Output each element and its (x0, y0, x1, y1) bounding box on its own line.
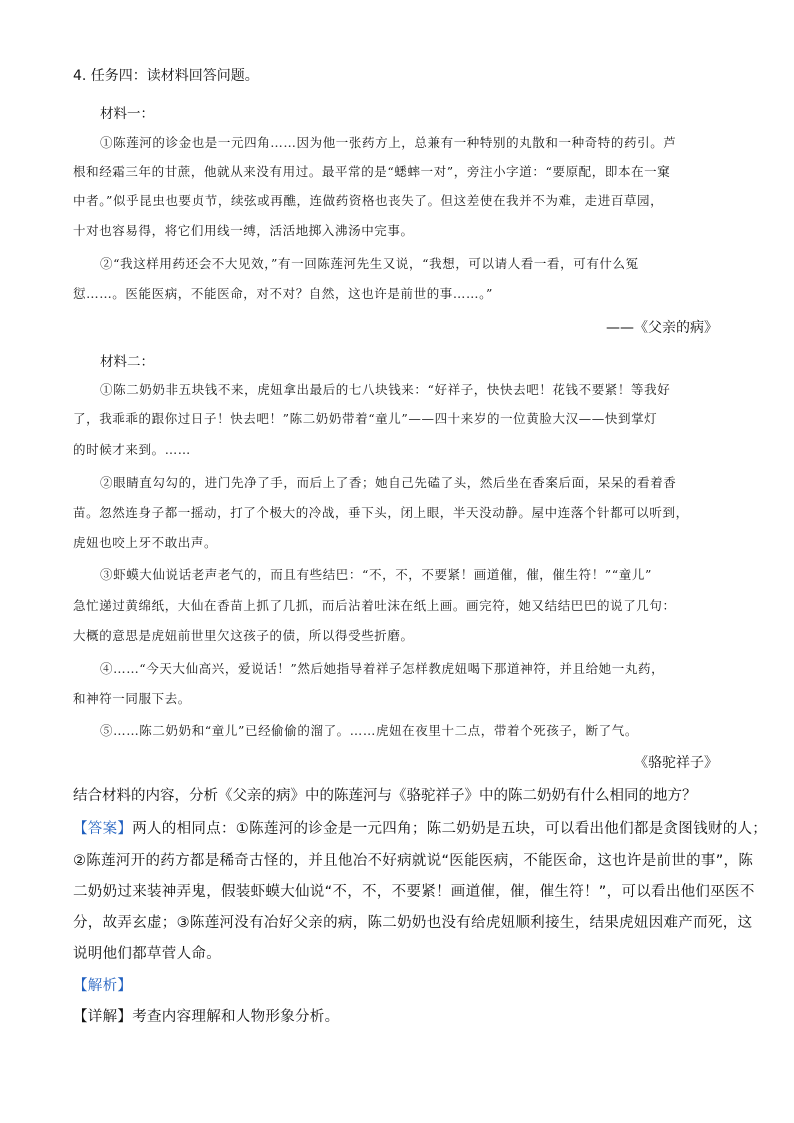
material2-line: ④……“今天大仙高兴，爱说话！”然后她指导着祥子怎样教虎妞喝下那道神符，并且给她一丸药， (100, 661, 665, 676)
answer-line: 二奶奶过来装神弄鬼，假装虾蟆大仙说“不，不，不要紧！画道催，催，催生符！”，可以看出他们巫医不 (73, 884, 755, 900)
question-prompt: 结合材料的内容，分析《父亲的病》中的陈莲河与《骆驼祥子》中的陈二奶奶有什么相同的地方？ (73, 788, 697, 804)
answer-line: 分，故弄玄虚；③陈莲河没有冶好父亲的病，陈二奶奶也没有给虎妞顺利接生，结果虎妞因难产而死，这 (73, 915, 753, 931)
material2-source: 《骆驼祥子》 (634, 755, 718, 771)
material1-line: 愆……。医能医病，不能医命，对不对？自然，这也许是前世的事……。” (73, 286, 493, 301)
material1-line: ②“我这样用药还会不大见效，”有一回陈莲河先生又说，“我想，可以请人看一看，可有什么冤 (100, 256, 639, 271)
material2-line: ③虾蟆大仙说话老声老气的，而且有些结巴：“不，不，不要紧！画道催，催，催生符！”“童儿” (100, 567, 652, 582)
material1-line: 中者。”似乎昆虫也要贞节，续弦或再醮，连做药资格也丧失了。但这差使在我并不为难，走进百草园， (73, 193, 664, 208)
material1-source: ——《父亲的病》 (606, 320, 718, 336)
answer-first-line (73, 817, 767, 838)
question-title: 4. 任务四：读材料回答问题。 (73, 68, 259, 84)
material2-line: ①陈二奶奶非五块钱不来，虎妞拿出最后的七八块钱来：“好祥子，快快去吧！花钱不要紧！等我好 (100, 382, 671, 397)
detail-text: 考查内容理解和人物形象分析。 (132, 1009, 340, 1025)
material2-line: 的时候才来到。…… (73, 442, 191, 457)
analysis-tag: 【解析】 (73, 978, 133, 994)
material1-label: 材料一： (100, 106, 154, 122)
material2-line: ②眼睛直勾勾的，进门先净了手，而后上了香；她自己先磕了头，然后坐在香案后面，呆呆的看着香 (100, 475, 677, 490)
material2-line: 苗。忽然连身子都一摇动，打了个极大的冷战，垂下头，闭上眼，半天没动静。屋中连落个针都可以听到， (73, 505, 689, 520)
detail-tag: 【详解】 (73, 1009, 133, 1025)
material2-line: 和神符一同服下去。 (73, 691, 191, 706)
material2-line: 急忙递过黄绵纸，大仙在香苗上抓了几抓，而后沾着吐沫在纸上画。画完符，她又结结巴巴的说了几句： (73, 598, 676, 613)
material2-line: 虎妞也咬上牙不敢出声。 (73, 535, 218, 550)
detail-line (73, 1005, 339, 1026)
answer-line: ②陈莲河开的药方都是稀奇古怪的，并且他冶不好病就说“医能医病，不能医命，这也许是前世的事”，陈 (73, 853, 754, 869)
material2-line: ⑤……陈二奶奶和“童儿”已经偷偷的溜了。……虎妞在夜里十二点，带着个死孩子，断了气。 (100, 723, 638, 738)
material2-line: 大概的意思是虎妞前世里欠这孩子的债，所以得受些折磨。 (73, 628, 414, 643)
answer-line: 说明他们都草菅人命。 (73, 946, 221, 962)
material2-line: 了，我乖乖的跟你过日子！快去吧！”陈二奶奶带着“童儿”——四十来岁的一位黄脸大汉——快到掌灯 (73, 411, 658, 426)
material1-line: 根和经霜三年的甘蔗，他就从来没有用过。最平常的是“蟋蟀一对”，旁注小字道：“要原配，即本在一窠 (73, 164, 671, 179)
answer-tag: 【答案】 (73, 821, 133, 837)
answer-text: 两人的相同点：①陈莲河的诊金是一元四角；陈二奶奶是五块，可以看出他们都是贪图钱财的人； (132, 821, 768, 837)
material1-line: 十对也容易得，将它们用线一缚，活活地掷入沸汤中完事。 (73, 223, 414, 238)
material1-line: ①陈莲河的诊金也是一元四角……因为他一张药方上，总兼有一种特别的丸散和一种奇特的药引。芦 (100, 135, 677, 150)
material2-label: 材料二： (100, 354, 154, 370)
